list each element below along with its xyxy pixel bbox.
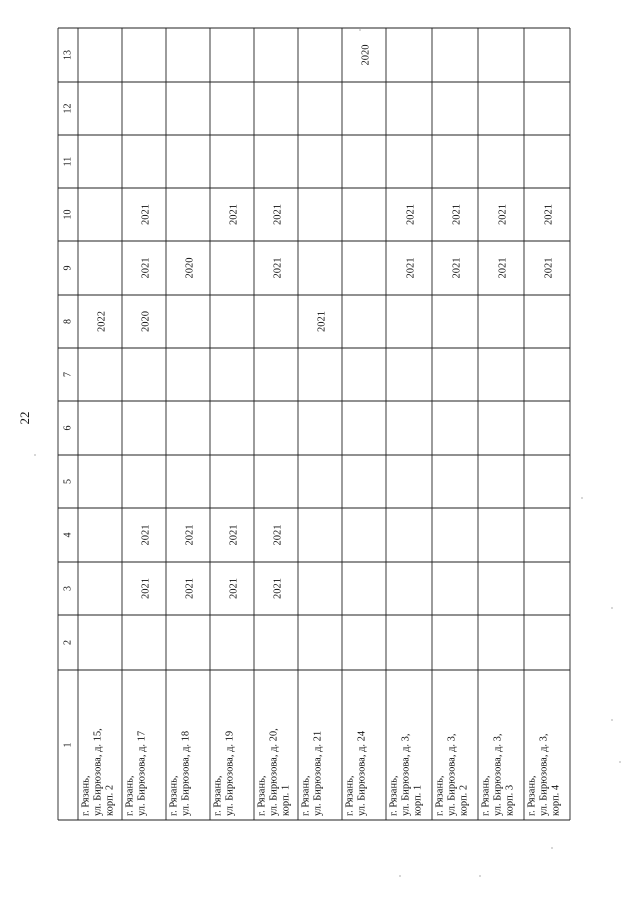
address-line: г. Рязань, — [212, 775, 224, 816]
year-cell: 2021 — [451, 257, 463, 279]
address-line: ул. Бирюзова, д. 3, — [400, 733, 412, 816]
year-cell: 2022 — [96, 311, 108, 332]
address-line: корп. 2 — [104, 784, 116, 816]
year-cell: 2021 — [140, 257, 152, 279]
scan-speck — [399, 875, 401, 877]
address-line: ул. Бирюзова, д. 15, — [92, 728, 104, 816]
address-line: г. Рязань, — [168, 775, 180, 816]
year-cell: 2021 — [228, 578, 240, 599]
address-line: ул. Бирюзова, д. 3, — [538, 733, 550, 816]
address-line: г. Рязань, — [480, 775, 492, 816]
address-line: корп. 1 — [280, 784, 292, 816]
table-row — [213, 204, 240, 816]
address-line: ул. Бирюзова, д. 24 — [356, 730, 368, 816]
table-row — [435, 204, 470, 816]
scan-speck — [611, 607, 613, 609]
address-line: корп. 4 — [550, 784, 562, 816]
column-header-11: 11 — [62, 156, 74, 167]
column-header-6: 6 — [62, 425, 74, 431]
scan-speck — [581, 497, 583, 499]
year-cell: 2021 — [543, 257, 555, 279]
year-cell: 2021 — [272, 524, 284, 546]
column-header-3: 3 — [62, 586, 74, 591]
scan-speck — [611, 719, 613, 721]
column-header-10: 10 — [62, 209, 74, 220]
column-header-12: 12 — [62, 103, 74, 114]
address-line: г. Рязань, — [388, 775, 400, 816]
year-cell: 2021 — [497, 204, 509, 225]
address-line: г. Рязань, — [526, 775, 538, 816]
scan-speck — [619, 761, 621, 763]
table-row — [481, 204, 516, 816]
address-line: ул. Бирюзова, д. 18 — [180, 730, 192, 816]
column-header-13: 13 — [62, 50, 74, 60]
address-line: ул. Бирюзова, д. 21 — [312, 730, 324, 816]
year-cell: 2021 — [405, 204, 417, 225]
page-number: 22 — [17, 411, 32, 425]
address-line: ул. Бирюзова, д. 3, — [446, 733, 458, 816]
table-row — [345, 45, 372, 817]
address-line: г. Рязань, — [124, 775, 136, 816]
column-header-5: 5 — [62, 479, 74, 484]
address-line: корп. 2 — [458, 784, 470, 816]
address-line: ул. Бирюзова, д. 19 — [224, 730, 236, 816]
address-line: ул. Бирюзова, д. 17 — [136, 730, 148, 816]
grid-lines — [58, 28, 570, 820]
table-row — [81, 311, 116, 816]
column-header-9: 9 — [62, 265, 74, 271]
address-line: г. Рязань, — [434, 775, 446, 816]
address-line: ул. Бирюзова, д. 20, — [268, 728, 280, 816]
year-cell: 2021 — [543, 204, 555, 225]
column-header-1: 1 — [62, 742, 74, 748]
year-cell: 2021 — [228, 524, 240, 546]
table-row — [389, 204, 424, 816]
year-cell: 2021 — [140, 524, 152, 546]
address-line: г. Рязань, — [300, 775, 312, 816]
address-line: г. Рязань, — [256, 775, 268, 816]
column-header-7: 7 — [62, 372, 74, 377]
year-cell: 2021 — [451, 204, 463, 225]
scan-speck — [551, 847, 553, 849]
year-cell: 2020 — [184, 257, 196, 279]
table-row — [527, 204, 562, 816]
year-cell: 2021 — [272, 578, 284, 599]
year-cell: 2021 — [272, 257, 284, 279]
address-line: г. Рязань, — [344, 775, 356, 816]
year-cell: 2021 — [140, 204, 152, 225]
address-line: корп. 1 — [412, 784, 424, 816]
table-row — [125, 204, 152, 816]
column-header-2: 2 — [62, 640, 74, 645]
table-row — [301, 311, 328, 816]
year-cell: 2020 — [360, 44, 372, 66]
column-header-4: 4 — [62, 532, 74, 538]
year-cell: 2021 — [140, 578, 152, 599]
year-cell: 2021 — [497, 257, 509, 279]
address-line: г. Рязань, — [80, 775, 92, 816]
year-cell: 2021 — [316, 311, 328, 332]
year-cell: 2021 — [228, 204, 240, 225]
address-line: корп. 3 — [504, 784, 516, 816]
year-cell: 2020 — [140, 311, 152, 332]
year-cell: 2021 — [272, 204, 284, 225]
scan-speck — [479, 875, 481, 877]
scan-speck — [34, 454, 36, 456]
table-row — [257, 204, 292, 816]
table-row — [169, 258, 196, 817]
year-cell: 2021 — [184, 578, 196, 599]
year-cell: 2021 — [405, 257, 417, 279]
scan-speck — [359, 29, 361, 31]
column-header-8: 8 — [62, 319, 74, 324]
address-line: ул. Бирюзова, д. 3, — [492, 733, 504, 816]
year-cell: 2021 — [184, 524, 196, 546]
